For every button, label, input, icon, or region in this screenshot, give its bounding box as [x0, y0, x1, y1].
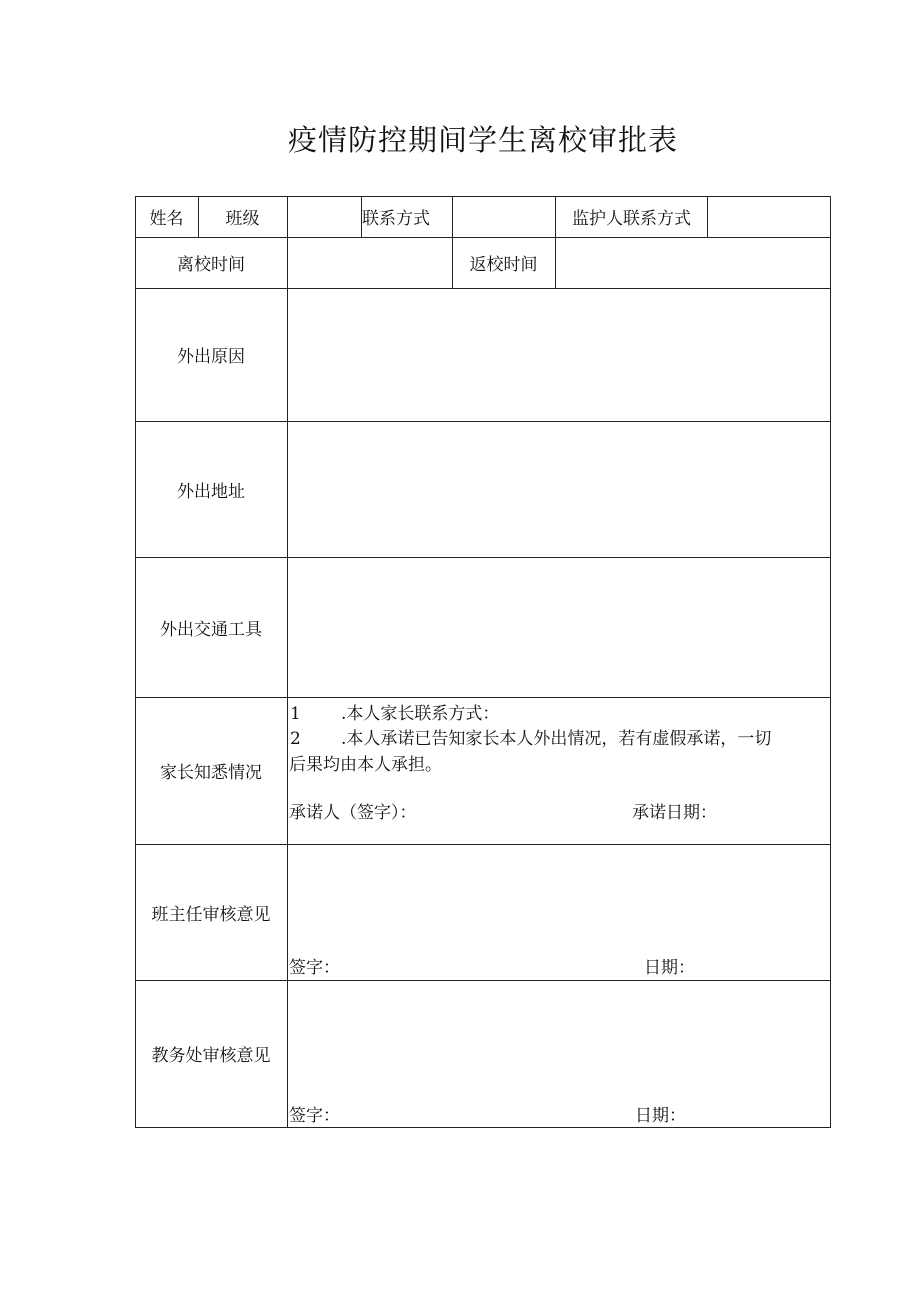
office-sign-label: 签字： — [289, 1106, 340, 1126]
grid-line — [135, 1127, 831, 1128]
guardian-contact-field[interactable] — [708, 197, 830, 237]
commitment-date-label: 承诺日期： — [632, 803, 717, 823]
leave-time-field[interactable] — [288, 238, 452, 288]
address-field[interactable] — [288, 422, 830, 557]
form-title: 疫情防控期间学生离校审批表 — [287, 123, 678, 157]
office-review-field[interactable] — [288, 981, 830, 1098]
office-review-label: 教务处审核意见 — [151, 1046, 271, 1066]
teacher-review-label: 班主任审核意见 — [151, 904, 271, 925]
teacher-review-field[interactable] — [288, 845, 830, 950]
transport-field[interactable] — [288, 558, 830, 697]
contact-field[interactable] — [453, 197, 555, 237]
item-number: 1 — [290, 704, 301, 724]
item-number: 2 — [290, 729, 301, 749]
office-date-label: 日期： — [635, 1106, 686, 1126]
commitment-item-continued: 后果均由本人承担。 — [289, 755, 442, 775]
class-label: 班级 — [225, 209, 260, 229]
class-field[interactable] — [288, 197, 361, 237]
name-label: 姓名 — [149, 209, 184, 229]
parent-awareness-label: 家长知悉情况 — [160, 763, 262, 783]
leave-time-label: 离校时间 — [177, 255, 245, 275]
commitment-item: .本人承诺已告知家长本人外出情况，若有虚假承诺，一切 — [341, 729, 772, 749]
signer-label: 承诺人（签字）： — [289, 803, 417, 823]
teacher-sign-label: 签字： — [289, 958, 340, 978]
parent-contact-item: .本人家长联系方式： — [341, 704, 500, 724]
reason-field[interactable] — [288, 289, 830, 421]
transport-label: 外出交通工具 — [160, 619, 262, 640]
teacher-date-label: 日期： — [644, 958, 695, 978]
return-time-field[interactable] — [556, 238, 830, 288]
address-label: 外出地址 — [177, 481, 245, 502]
contact-label: 联系方式 — [362, 209, 430, 229]
grid-line — [830, 196, 831, 1128]
return-time-label: 返校时间 — [469, 255, 538, 275]
approval-form — [135, 196, 831, 1128]
guardian-contact-label: 监护人联系方式 — [572, 209, 691, 229]
reason-label: 外出原因 — [177, 347, 245, 367]
